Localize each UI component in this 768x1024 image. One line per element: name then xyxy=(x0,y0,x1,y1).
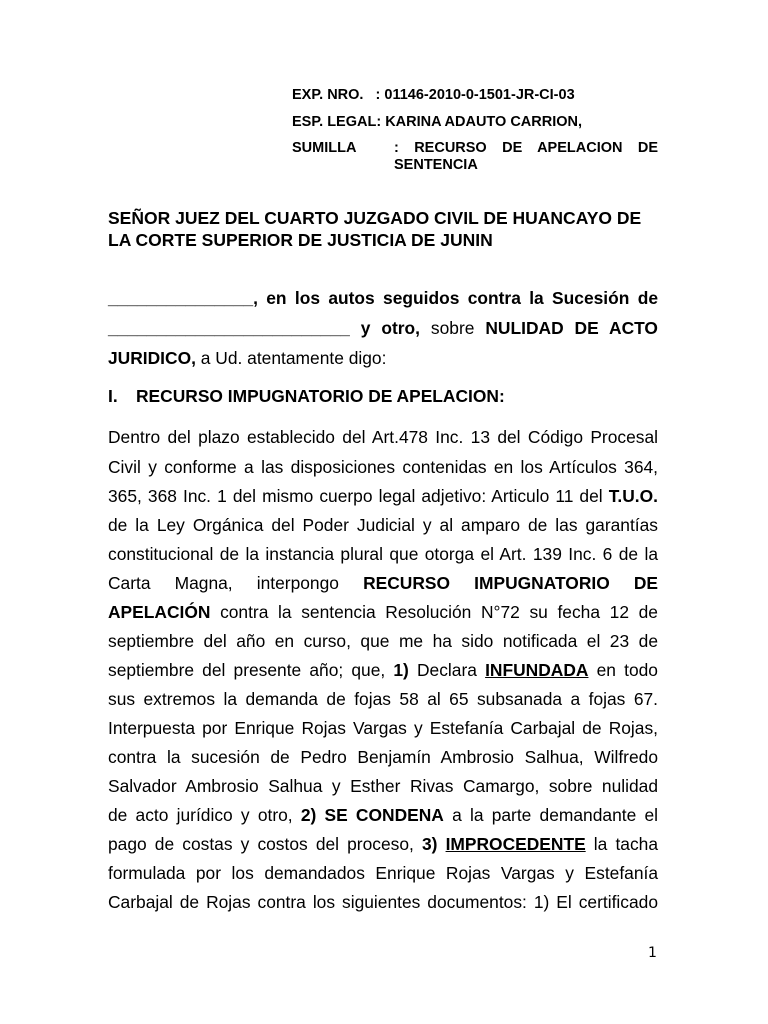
sumilla-value-line2: SENTENCIA xyxy=(394,157,478,173)
body-text: 365, 368 Inc. 1 del mismo cuerpo legal adjetivo: Articulo 11 del xyxy=(108,486,603,506)
section-heading xyxy=(108,384,660,408)
intro-text-3: sobre xyxy=(430,318,475,338)
body-line xyxy=(108,484,658,508)
body-line xyxy=(108,658,658,682)
addressee-line-2: LA CORTE SUPERIOR DE JUSTICIA DE JUNIN xyxy=(108,230,493,250)
section-number: I. xyxy=(108,386,118,406)
section-title: RECURSO IMPUGNATORIO DE APELACION: xyxy=(136,386,505,406)
body-line: sus extremos la demanda de fojas 58 al 65 subsanada a fojas 67. xyxy=(108,689,658,709)
body-line: Carbajal de Rojas contra los siguientes documentos: 1) El certificado xyxy=(108,892,658,912)
exp-value: : 01146-2010-0-1501-JR-CI-03 xyxy=(375,87,575,103)
intro-text-2: y otro, xyxy=(360,318,420,338)
body-text: Carta Magna, interpongo xyxy=(108,573,339,593)
body-line: Civil y conforme a las disposiciones contenidas en los Artículos 364, xyxy=(108,457,658,477)
page-number: 1 xyxy=(648,945,657,961)
addressee xyxy=(108,207,660,251)
body-text: Declara xyxy=(417,660,477,680)
sumilla-value-line1: : RECURSO DE APELACION DE xyxy=(394,140,658,156)
body-line: Salvador Ambrosio Salhua y Esther Rivas Camargo, sobre nulidad xyxy=(108,776,658,796)
apelacion-emphasis: APELACIÓN xyxy=(108,602,211,622)
esp-legal-label: ESP. LEGAL: xyxy=(292,114,382,130)
recurso-emphasis: RECURSO IMPUGNATORIO DE xyxy=(363,573,659,593)
body-text: pago de costas y costos del proceso, xyxy=(108,834,414,854)
addressee-line-1: SEÑOR JUEZ DEL CUARTO JUZGADO CIVIL DE HUANCAYO DE xyxy=(108,208,642,228)
sumilla-label: SUMILLA xyxy=(292,140,357,156)
body-line: septiembre del año en curso, que me ha sido notificada el 23 de xyxy=(108,631,658,651)
intro-line-1 xyxy=(108,286,658,310)
tuo-abbr: T.U.O. xyxy=(608,486,658,506)
item-marker: 1) xyxy=(393,660,409,680)
body-line: contra la sucesión de Pedro Benjamín Ambrosio Salhua, Wilfredo xyxy=(108,747,658,767)
body-line: formulada por los demandados Enrique Rojas Vargas y Estefanía xyxy=(108,863,658,883)
intro-text-6: a Ud. atentamente digo: xyxy=(200,348,387,368)
body-line xyxy=(108,600,658,624)
exp-row xyxy=(292,86,575,104)
intro-text-5: JURIDICO, xyxy=(108,348,196,368)
intro-text-1: , en los autos seguidos contra la Sucesión de xyxy=(253,288,658,308)
name-blank: _______________ xyxy=(108,288,254,308)
body-line: constitucional de la instancia plural que otorga el Art. 139 Inc. 6 de la xyxy=(108,544,658,564)
body-text: contra la sentencia Resolución N°72 su fecha 12 de xyxy=(220,602,658,622)
intro-text-4: NULIDAD DE ACTO xyxy=(485,318,658,338)
infundada-emphasis: INFUNDADA xyxy=(485,660,589,680)
body-line xyxy=(108,803,658,827)
body-line: Interpuesta por Enrique Rojas Vargas y Estefanía Carbajal de Rojas, xyxy=(108,718,658,738)
body-line xyxy=(108,832,658,856)
body-text: la tacha xyxy=(593,834,658,854)
body-line: Dentro del plazo establecido del Art.478 Inc. 13 del Código Procesal xyxy=(108,427,658,447)
body-line: de la Ley Orgánica del Poder Judicial y al amparo de las garantías xyxy=(108,515,658,535)
other-party-blank: _________________________ xyxy=(108,318,350,338)
body-text: a la parte demandante el xyxy=(452,805,658,825)
se-condena-emphasis: 2) SE CONDENA xyxy=(300,805,444,825)
intro-line-3 xyxy=(108,346,658,370)
item-marker: 3) xyxy=(421,834,438,854)
esp-legal-value: KARINA ADAUTO CARRION, xyxy=(385,114,583,130)
body-text: septiembre del presente año; que, xyxy=(108,660,386,680)
case-header xyxy=(292,86,658,186)
improcedente-emphasis: IMPROCEDENTE xyxy=(445,834,586,854)
body-text: de acto jurídico y otro, xyxy=(108,805,293,825)
exp-label: EXP. NRO. xyxy=(292,87,364,103)
esp-legal-row xyxy=(292,113,582,131)
body-line xyxy=(108,571,658,595)
body-text: en todo xyxy=(596,660,658,680)
intro-line-2 xyxy=(108,316,658,340)
